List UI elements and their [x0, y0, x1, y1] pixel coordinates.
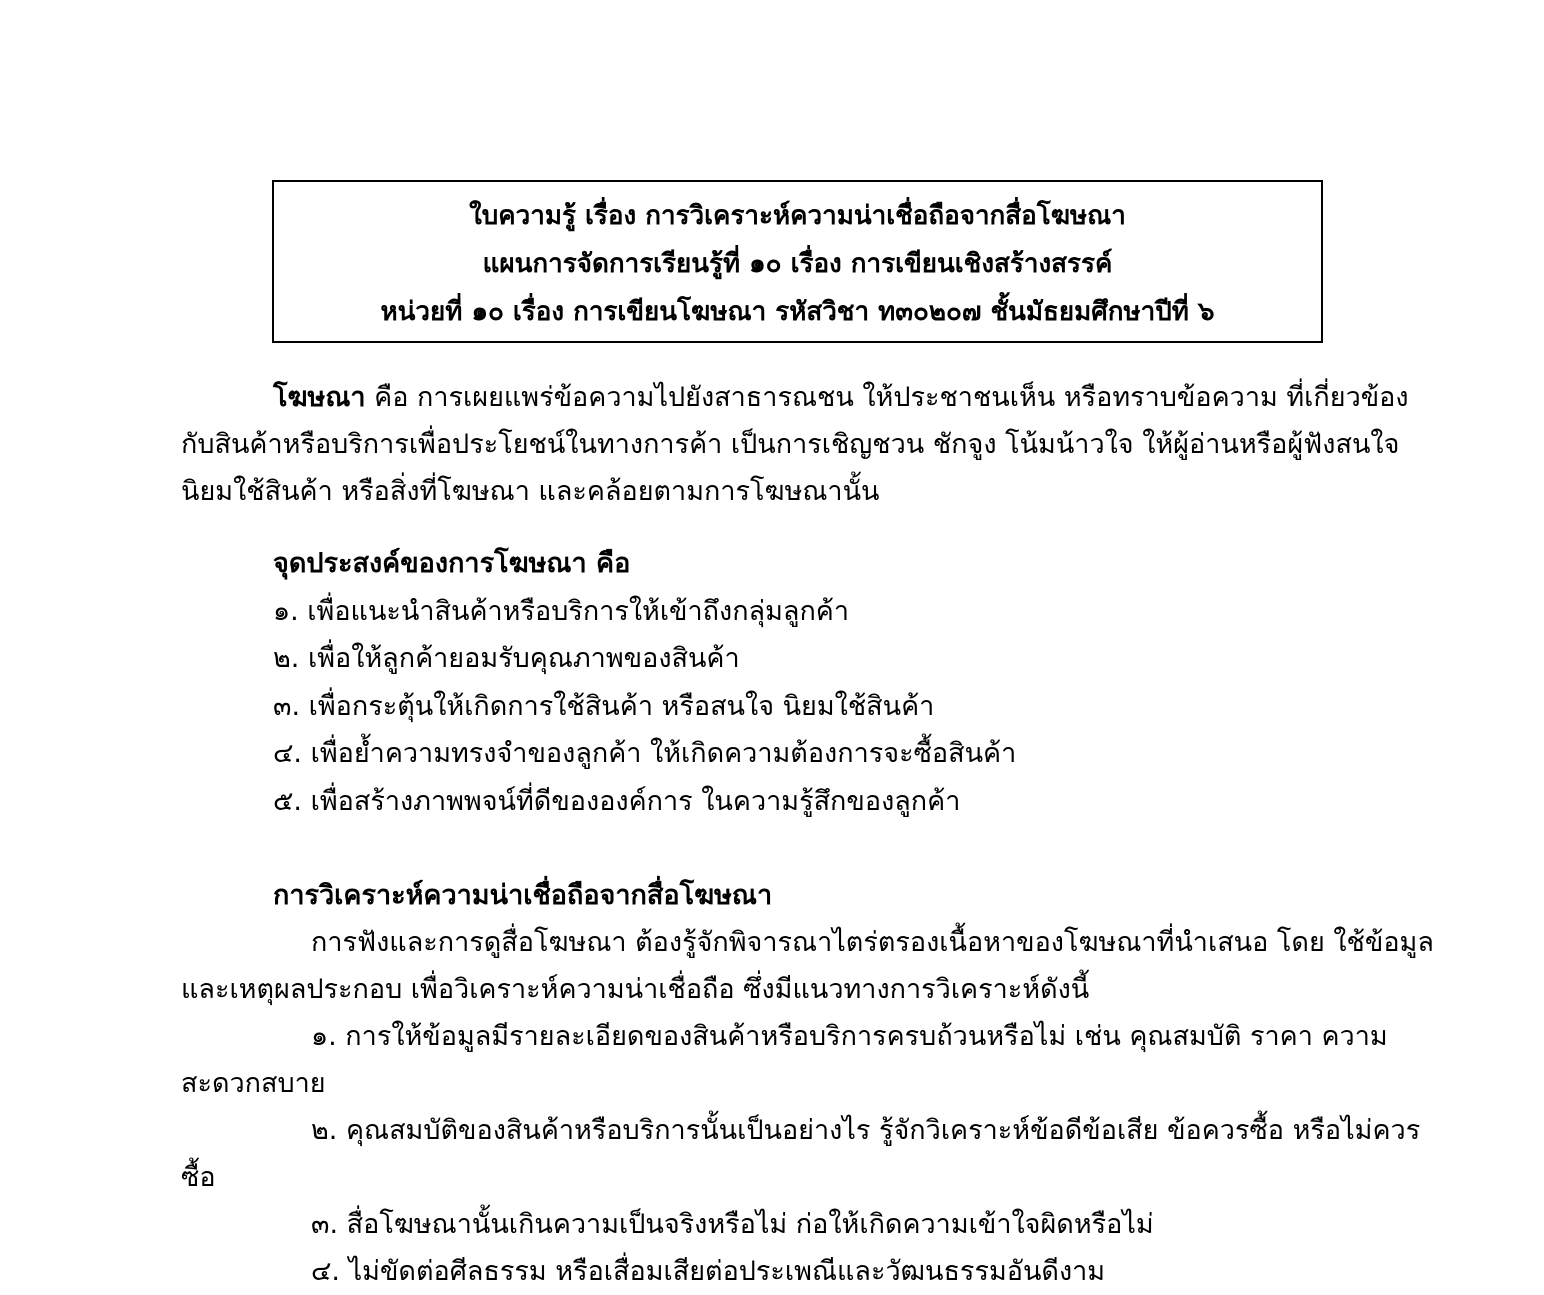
analysis-item-2-line-2: ซื้อ	[181, 1162, 216, 1193]
objectives-heading: จุดประสงค์ของการโฆษณา คือ	[273, 548, 631, 579]
objective-item: ๑. เพื่อแนะนำสินค้าหรือบริการให้เข้าถึงกลุ่มลูกค้า	[273, 595, 850, 627]
title-line-3: หน่วยที่ ๑๐ เรื่อง การเขียนโฆษณา รหัสวิชา ท๓๐๒๐๗ ชั้นมัธยมศึกษาปีที่ ๖	[380, 297, 1215, 327]
analysis-item-2-line-1: ๒. คุณสมบัติของสินค้าหรือบริการนั้นเป็นอย่างไร รู้จักวิเคราะห์ข้อดีข้อเสีย ข้อควรซื้อ หรือไม่ควร	[311, 1115, 1421, 1146]
analysis-intro-line-2: และเหตุผลประกอบ เพื่อวิเคราะห์ความน่าเชื่อถือ ซึ่งมีแนวทางการวิเคราะห์ดังนี้	[181, 974, 1090, 1005]
objectives-section	[273, 540, 1373, 825]
analysis-item-1-line-1: ๑. การให้ข้อมูลมีรายละเอียดของสินค้าหรือบริการครบถ้วนหรือไม่ เช่น คุณสมบัติ ราคา ความ	[311, 1021, 1388, 1052]
analysis-section	[181, 872, 1434, 1295]
objective-item: ๔. เพื่อย้ำความทรงจำของลูกค้า ให้เกิดความต้องการจะซื้อสินค้า	[273, 738, 1017, 769]
intro-line-1-text: คือ การเผยแพร่ข้อความไปยังสาธารณชน ให้ประชาชนเห็น หรือทราบข้อความ ที่เกี่ยวข้อง	[365, 382, 1409, 413]
analysis-item-1-line-2: สะดวกสบาย	[181, 1068, 326, 1099]
objective-item: ๒. เพื่อให้ลูกค้ายอมรับคุณภาพของสินค้า	[273, 643, 740, 674]
intro-line-1	[181, 374, 1409, 421]
intro-term: โฆษณา	[273, 382, 366, 413]
intro-line-2: กับสินค้าหรือบริการเพื่อประโยชน์ในทางการค้า เป็นการเชิญชวน ชักจูง โน้มน้าวใจ ให้ผู้อ่านหรือผู้ฟังสนใจ	[181, 429, 1400, 460]
analysis-heading: การวิเคราะห์ความน่าเชื่อถือจากสื่อโฆษณา	[273, 880, 773, 911]
objective-item: ๓. เพื่อกระตุ้นให้เกิดการใช้สินค้า หรือสนใจ นิยมใช้สินค้า	[273, 690, 935, 722]
title-box	[272, 180, 1323, 343]
intro-paragraph	[181, 374, 1409, 515]
title-line-2: แผนการจัดการเรียนรู้ที่ ๑๐ เรื่อง การเขียนเชิงสร้างสรรค์	[482, 249, 1113, 279]
objective-item: ๕. เพื่อสร้างภาพพจน์ที่ดีขององค์การ ในความรู้สึกของลูกค้า	[273, 785, 961, 817]
title-line-1: ใบความรู้ เรื่อง การวิเคราะห์ความน่าเชื่อถือจากสื่อโฆษณา	[469, 201, 1126, 231]
analysis-intro-line-1: การฟังและการดูสื่อโฆษณา ต้องรู้จักพิจารณาไตร่ตรองเนื้อหาของโฆษณาที่นำเสนอ โดย ใช้ข้อมูล	[311, 927, 1434, 958]
analysis-item-4-line-1: ๔. ไม่ขัดต่อศีลธรรม หรือเสื่อมเสียต่อประเพณีและวัฒนธรรมอันดีงาม	[311, 1256, 1106, 1287]
intro-line-3: นิยมใช้สินค้า หรือสิ่งที่โฆษณา และคล้อยตามการโฆษณานั้น	[181, 476, 880, 507]
analysis-item-3-line-1: ๓. สื่อโฆษณานั้นเกินความเป็นจริงหรือไม่ ก่อให้เกิดความเข้าใจผิดหรือไม่	[311, 1209, 1154, 1240]
